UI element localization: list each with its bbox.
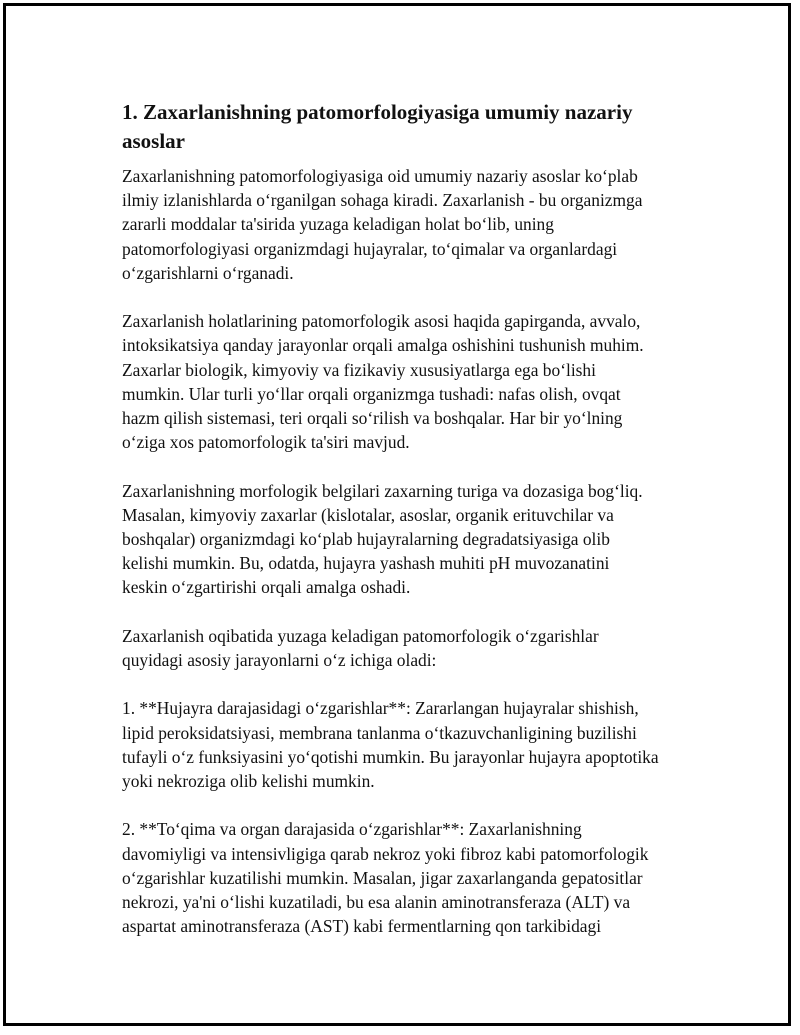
text-line: mumkin. Ular turli yo‘llar orqali organizmga tushadi: nafas olish, ovqat — [122, 383, 621, 404]
section-heading — [122, 98, 702, 156]
text-line: 1. **Hujayra darajasidagi o‘zgarishlar**: Zararlangan hujayralar shishish, — [122, 698, 639, 719]
text-line: davomiyligi va intensivligiga qarab nekroz yoki fibroz kabi patomorfologik — [122, 843, 649, 864]
text-line: o‘ziga xos patomorfologik ta'siri mavjud. — [122, 432, 410, 453]
text-line: tufayli o‘z funksiyasini yo‘qotishi mumkin. Bu jarayonlar hujayra apoptotika — [122, 746, 659, 767]
text-line: keskin o‘zgartirishi orqali amalga oshadi. — [122, 577, 411, 598]
text-line: ilmiy izlanishlarda o‘rganilgan sohaga kiradi. Zaxarlanish - bu organizmga — [122, 190, 643, 211]
heading-line: asoslar — [122, 129, 185, 153]
text-line: intoksikatsiya qanday jarayonlar orqali amalga oshishini tushunish muhim. — [122, 335, 644, 356]
text-line: zararli moddalar ta'sirida yuzaga keladigan holat bo‘lib, uning — [122, 214, 554, 235]
paragraph-intro — [122, 164, 702, 285]
paragraph-tissue-level — [122, 817, 702, 938]
text-line: nekrozi, ya'ni o‘lishi kuzatiladi, bu esa alanin aminotransferaza (ALT) va — [122, 892, 631, 913]
text-line: Masalan, kimyoviy zaxarlar (kislotalar, asoslar, organik erituvchilar va — [122, 504, 614, 525]
text-line: hazm qilish sistemasi, teri orqali so‘rilish va boshqalar. Har bir yo‘lning — [122, 408, 623, 429]
paragraph-morphology — [122, 479, 702, 600]
text-line: lipid peroksidatsiyasi, membrana tanlanma o‘tkazuvchanligining buzilishi — [122, 722, 637, 743]
text-line: o‘zgarishlarni o‘rganadi. — [122, 262, 294, 283]
text-line: patomorfologiyasi organizmdagi hujayralar, to‘qimalar va organlardagi — [122, 238, 618, 259]
text-line: quyidagi asosiy jarayonlarni o‘z ichiga oladi: — [122, 650, 437, 671]
text-line: o‘zgarishlar kuzatilishi mumkin. Masalan, jigar zaxarlanganda gepatositlar — [122, 867, 643, 888]
text-line: Zaxarlanishning patomorfologiyasiga oid umumiy nazariy asoslar ko‘plab — [122, 166, 638, 186]
text-line: Zaxarlanishning morfologik belgilari zaxarning turiga va dozasiga bog‘liq. — [122, 480, 643, 501]
paragraph-cell-level — [122, 696, 702, 793]
text-line: boshqalar) organizmdagi ko‘plab hujayralarning degradatsiyasiga olib — [122, 529, 610, 550]
text-line: kelishi mumkin. Bu, odatda, hujayra yashash muhiti pH muvozanatini — [122, 553, 610, 574]
text-line: Zaxarlar biologik, kimyoviy va fizikaviy xususiyatlarga ega bo‘lishi — [122, 359, 596, 380]
text-line: yoki nekroziga olib kelishi mumkin. — [122, 771, 375, 792]
text-line: 2. **To‘qima va organ darajasida o‘zgarishlar**: Zaxarlanishning — [122, 819, 582, 840]
document-body — [122, 98, 702, 963]
paragraph-consequences — [122, 624, 702, 672]
text-line: Zaxarlanish holatlarining patomorfologik asosi haqida gapirganda, avvalo, — [122, 311, 641, 332]
text-line: aspartat aminotransferaza (AST) kabi fermentlarning qon tarkibidagi — [122, 916, 602, 937]
paragraph-intoxication — [122, 309, 702, 454]
document-page — [3, 3, 791, 1026]
heading-line: 1. Zaxarlanishning patomorfologiyasiga umumiy nazariy — [122, 100, 633, 124]
text-line: Zaxarlanish oqibatida yuzaga keladigan patomorfologik o‘zgarishlar — [122, 625, 599, 646]
